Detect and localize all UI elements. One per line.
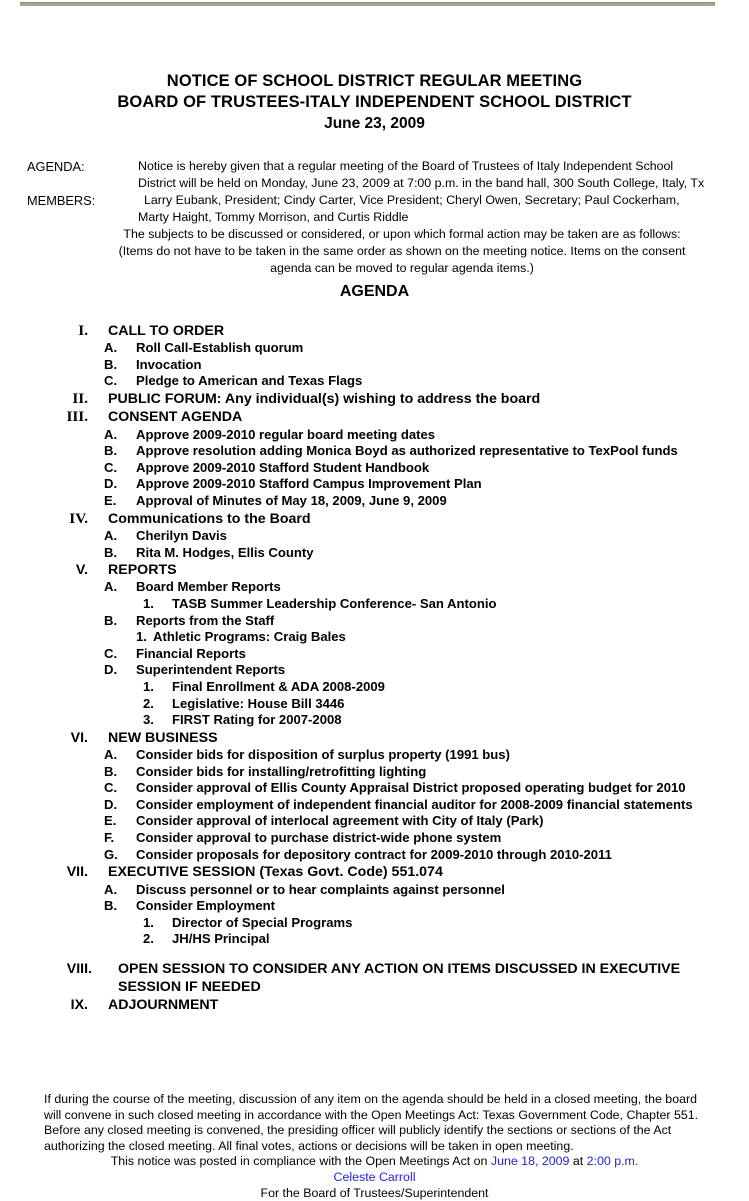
agenda-subitem-text: Legislative: House Bill 3446 [172, 695, 345, 711]
agenda-subitem-number: 1. [143, 678, 154, 694]
page-title-line-1: NOTICE OF SCHOOL DISTRICT REGULAR MEETING [166, 72, 583, 90]
posting-time: 2:00 p.m. [586, 1154, 639, 1169]
signer-name: Celeste Carroll [333, 1169, 416, 1184]
agenda-section-title: ADJOURNMENT [108, 997, 219, 1014]
preamble-agenda-label: AGENDA: [27, 159, 85, 174]
agenda-item-letter: A. [104, 579, 118, 595]
agenda-subitem-text: JH/HS Principal [172, 931, 270, 947]
agenda-item-text: Approve 2009-2010 Stafford Campus Improvement Plan [136, 476, 482, 492]
agenda-section-iii [0, 408, 749, 426]
agenda-section-vi [0, 729, 749, 747]
agenda-item [0, 443, 749, 460]
agenda-item-text: Consider approval to purchase district-wide phone system [136, 830, 502, 846]
agenda-item-letter: A. [104, 881, 118, 897]
header-divider-rule [20, 2, 715, 6]
agenda-subitem-number: 1. [136, 629, 147, 645]
agenda-subitem-number: 1. [143, 596, 154, 612]
agenda-subitem-number: 3. [143, 712, 154, 728]
agenda-subitem-text: Director of Special Programs [172, 914, 353, 930]
agenda-item-letter: A. [104, 426, 118, 442]
agenda-subitem [0, 931, 749, 948]
agenda-item [0, 579, 749, 596]
agenda-subitem [0, 679, 749, 696]
agenda-item-text: Rita M. Hodges, Ellis County [136, 544, 314, 560]
agenda-item-letter: C. [104, 645, 118, 661]
agenda-item [0, 882, 749, 899]
agenda-item [0, 493, 749, 510]
agenda-item-letter: B. [104, 898, 118, 914]
preamble-notice-line-2: District will be held on Monday, June 23, 2009 at 7:00 p.m. in the band hall, 300 South College, Italy, Tx [138, 176, 705, 190]
agenda-section-numeral: VI. [70, 729, 88, 746]
agenda-section-numeral: VII. [66, 864, 88, 881]
preamble-agenda-row [0, 158, 749, 175]
agenda-item-letter: B. [104, 356, 118, 372]
agenda-item-text: Pledge to American and Texas Flags [136, 373, 363, 389]
agenda-item-text: Board Member Reports [136, 579, 281, 595]
agenda-item-text: Approval of Minutes of May 18, 2009, June 9, 2009 [136, 493, 447, 509]
agenda-item-text: Financial Reports [136, 645, 246, 661]
agenda-item [0, 813, 749, 830]
agenda-section-numeral: V. [75, 562, 88, 579]
agenda-subitem [0, 696, 749, 713]
agenda-item-letter: F. [104, 830, 115, 846]
agenda-item-letter: G. [104, 846, 118, 862]
agenda-section-numeral: VIII. [66, 960, 92, 977]
posting-statement-prefix: This notice was posted in compliance with the Open Meetings Act on [110, 1154, 491, 1169]
agenda-section-title: Communications to the Board [108, 510, 311, 527]
agenda-item-text: Consider Employment [136, 898, 275, 914]
agenda-item [0, 646, 749, 663]
agenda-subitem-text: FIRST Rating for 2007-2008 [172, 712, 342, 728]
agenda-item-text: Consider approval of Ellis County Appraisal District proposed operating budget for 2010 [136, 780, 686, 796]
page-title-line-2: BOARD OF TRUSTEES-ITALY INDEPENDENT SCHOOL DISTRICT [117, 93, 632, 111]
agenda-subitem-text: Final Enrollment & ADA 2008-2009 [172, 678, 385, 694]
agenda-item-text: Approve resolution adding Monica Boyd as authorized representative to TexPool funds [136, 443, 678, 459]
agenda-item-letter: D. [104, 476, 118, 492]
signer-role: For the Board of Trustees/Superintendent [260, 1185, 489, 1200]
footer-block [0, 1092, 749, 1201]
agenda-item-letter: B. [104, 443, 118, 459]
agenda-subitem [0, 712, 749, 729]
agenda-item [0, 340, 749, 357]
agenda-subitem-number: 1. [143, 914, 154, 930]
agenda-section-numeral: IV. [69, 509, 88, 527]
agenda-list [0, 322, 749, 1015]
agenda-section-numeral: I. [78, 322, 88, 339]
agenda-section-title: EXECUTIVE SESSION (Texas Govt. Code) 551.074 [108, 864, 443, 881]
agenda-item-letter: C. [104, 459, 118, 475]
agenda-item [0, 427, 749, 444]
preamble-notice-row-2 [0, 175, 749, 192]
agenda-item-letter: D. [104, 662, 118, 678]
agenda-item-text: Consider proposals for depository contract for 2009-2010 through 2010-2011 [136, 846, 612, 862]
agenda-item-letter: C. [104, 780, 118, 796]
agenda-item [0, 373, 749, 390]
preamble-members-line-2: Marty Haight, Tommy Morrison, and Curtis Riddle [138, 210, 409, 224]
preamble-members-row [0, 192, 749, 209]
preamble-subjects-row [0, 226, 749, 243]
agenda-item-text: Consider bids for installing/retrofitting lighting [136, 763, 427, 779]
agenda-item [0, 528, 749, 545]
agenda-subitem-number: 2. [143, 931, 154, 947]
preamble-members-label: MEMBERS: [27, 193, 96, 208]
closed-meeting-disclaimer: If during the course of the meeting, discussion of any item on the agenda should be held in a closed meeting, the board will convene in such closed meeting in accordance with the Open Meetings Act: Texas Government Code, Chapter 551. Before any closed meeting is convened, the presiding officer will publicly identify the sections or sections of the Act authorizing the closed meeting. All final votes, actions or decisions will be taken in open meeting. [44, 1092, 699, 1153]
agenda-section-numeral: III. [66, 408, 88, 426]
agenda-item-text: Superintendent Reports [136, 662, 286, 678]
agenda-item [0, 764, 749, 781]
agenda-item-letter: C. [104, 373, 118, 389]
agenda-item [0, 662, 749, 679]
agenda-item [0, 780, 749, 797]
agenda-section-title: NEW BUSINESS [108, 729, 218, 746]
posting-statement-mid: at [569, 1154, 587, 1169]
agenda-item-text: Reports from the Staff [136, 612, 275, 628]
agenda-item-text: Approve 2009-2010 regular board meeting dates [136, 426, 436, 442]
agenda-subitem [0, 629, 749, 646]
agenda-item-letter: A. [104, 340, 118, 356]
agenda-item-letter: B. [104, 763, 118, 779]
agenda-item-letter: B. [104, 612, 118, 628]
agenda-item-text: Consider employment of independent financial auditor for 2008-2009 financial statements [136, 796, 693, 812]
agenda-section-title: REPORTS [108, 562, 177, 579]
agenda-section-title: CONSENT AGENDA [108, 409, 243, 426]
agenda-item-letter: A. [104, 747, 118, 763]
agenda-section-iv [0, 510, 749, 528]
agenda-subitem-number: 2. [143, 695, 154, 711]
preamble-items-note-row-2 [0, 260, 749, 277]
posting-statement [20, 1154, 729, 1170]
agenda-section-ii [0, 390, 749, 408]
agenda-section-i [0, 322, 749, 340]
agenda-item [0, 357, 749, 374]
agenda-section-spacer [0, 948, 749, 960]
preamble-items-note-row-1 [0, 243, 749, 260]
agenda-section-ix [0, 996, 749, 1014]
agenda-item-text: Approve 2009-2010 Stafford Student Handbook [136, 459, 430, 475]
agenda-subitem-text: TASB Summer Leadership Conference- San Antonio [172, 596, 497, 612]
document-title-block [0, 71, 749, 134]
agenda-section-title: OPEN SESSION TO CONSIDER ANY ACTION ON ITEMS DISCUSSED IN EXECUTIVE SESSION IF NEEDED [118, 960, 681, 996]
agenda-item [0, 747, 749, 764]
agenda-item [0, 613, 749, 630]
agenda-section-numeral: IX. [70, 997, 88, 1014]
agenda-item-letter: E. [104, 813, 117, 829]
agenda-section-viii [0, 960, 749, 997]
preamble-notice-line-1: Notice is hereby given that a regular meeting of the Board of Trustees of Italy Independent School [138, 159, 674, 173]
agenda-heading: AGENDA [339, 283, 410, 300]
agenda-section-vii [0, 863, 749, 881]
agenda-item-letter: D. [104, 796, 118, 812]
agenda-item [0, 476, 749, 493]
preamble-block [0, 158, 749, 277]
agenda-item-text: Consider approval of interlocal agreement with City of Italy (Park) [136, 813, 544, 829]
agenda-item-letter: B. [104, 544, 118, 560]
agenda-section-v [0, 561, 749, 579]
meeting-date: June 23, 2009 [324, 115, 425, 132]
agenda-item-text: Roll Call-Establish quorum [136, 340, 304, 356]
agenda-item [0, 847, 749, 864]
agenda-item [0, 545, 749, 562]
agenda-item-text: Invocation [136, 356, 202, 372]
agenda-item-text: Cherilyn Davis [136, 527, 227, 543]
preamble-members-line-1: Larry Eubank, President; Cindy Carter, Vice President; Cheryl Owen, Secretary; Paul Cockerham, [144, 193, 680, 207]
agenda-subitem [0, 915, 749, 932]
preamble-items-note-line-1: (Items do not have to be taken in the same order as shown on the meeting notice. Items on the consent [118, 244, 686, 258]
agenda-item [0, 898, 749, 915]
agenda-item-text: Consider bids for disposition of surplus property (1991 bus) [136, 747, 510, 763]
agenda-section-title: PUBLIC FORUM: Any individual(s) wishing to address the board [108, 391, 541, 408]
agenda-section-numeral: II. [72, 390, 88, 408]
agenda-item [0, 460, 749, 477]
preamble-subjects-line: The subjects to be discussed or considered, or upon which formal action may be taken are as follows: [123, 227, 681, 241]
agenda-section-title: CALL TO ORDER [108, 323, 225, 339]
agenda-subitem [0, 596, 749, 613]
agenda-item-letter: E. [104, 493, 117, 509]
preamble-items-note-line-2: agenda can be moved to regular agenda items.) [270, 261, 534, 275]
agenda-item-text: Discuss personnel or to hear complaints against personnel [136, 881, 505, 897]
agenda-item-letter: A. [104, 527, 118, 543]
agenda-subitem-text: Athletic Programs: Craig Bales [153, 629, 346, 645]
posting-date: June 18, 2009 [490, 1154, 570, 1169]
agenda-item [0, 830, 749, 847]
agenda-item [0, 797, 749, 814]
preamble-members-row-2 [0, 209, 749, 226]
